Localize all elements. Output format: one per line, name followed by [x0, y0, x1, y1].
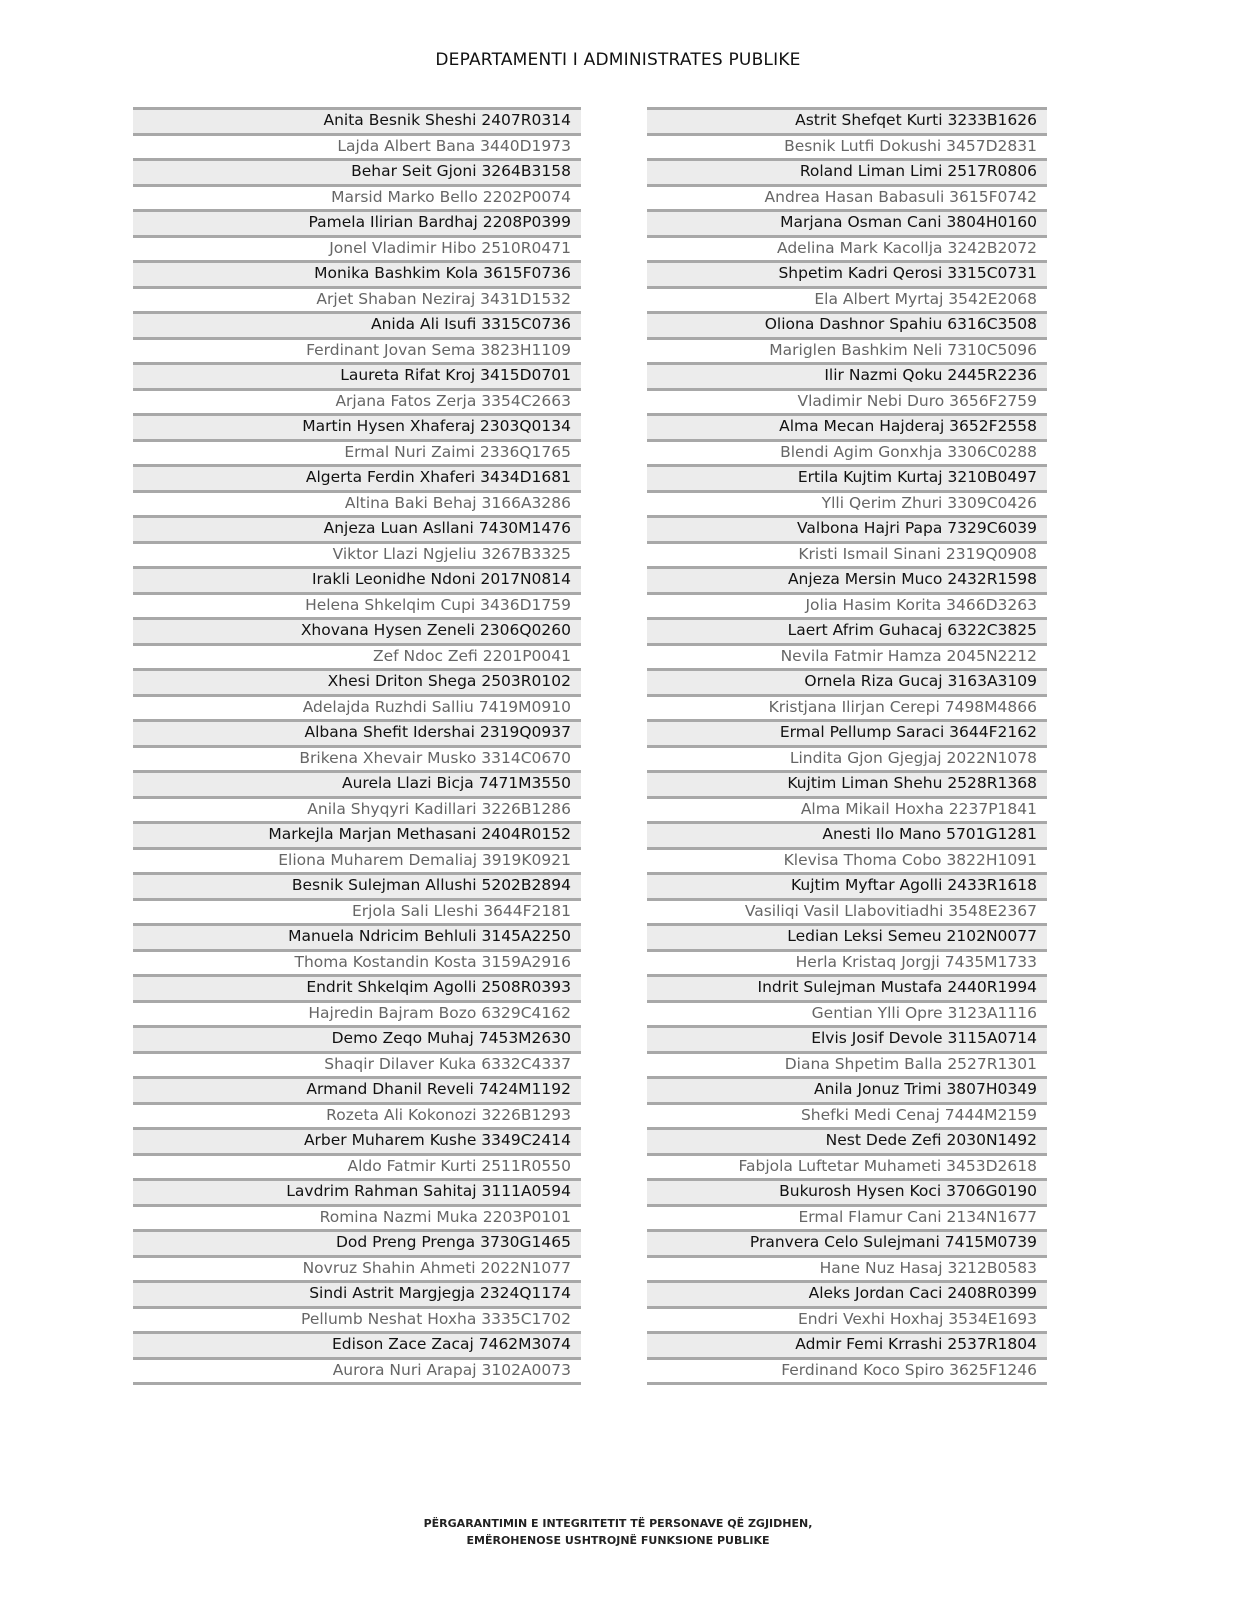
name-row: Klevisa Thoma Cobo 3822H1091	[647, 847, 1047, 873]
name-row: Nest Dede Zefi 2030N1492	[647, 1127, 1047, 1153]
name-row: Pamela Ilirian Bardhaj 2208P0399	[133, 209, 581, 235]
name-row: Lavdrim Rahman Sahitaj 3111A0594	[133, 1178, 581, 1204]
footer-line-1: PËRGARANTIMIN E INTEGRITETIT TË PERSONAVE QË ZGJIDHEN,	[423, 1517, 813, 1530]
name-row: Gentian Ylli Opre 3123A1116	[647, 1000, 1047, 1026]
name-row: Pellumb Neshat Hoxha 3335C1702	[133, 1306, 581, 1332]
name-row: Indrit Sulejman Mustafa 2440R1994	[647, 974, 1047, 1000]
name-row: Viktor Llazi Ngjeliu 3267B3325	[133, 541, 581, 567]
name-row: Erjola Sali Lleshi 3644F2181	[133, 898, 581, 924]
name-row: Fabjola Luftetar Muhameti 3453D2618	[647, 1153, 1047, 1179]
name-row: Anjeza Luan Asllani 7430M1476	[133, 515, 581, 541]
name-row: Ferdinand Koco Spiro 3625F1246	[647, 1357, 1047, 1383]
name-row: Shaqir Dilaver Kuka 6332C4337	[133, 1051, 581, 1077]
name-row: Xhesi Driton Shega 2503R0102	[133, 668, 581, 694]
name-row: Laureta Rifat Kroj 3415D0701	[133, 362, 581, 388]
name-row: Ela Albert Myrtaj 3542E2068	[647, 286, 1047, 312]
name-row: Kujtim Myftar Agolli 2433R1618	[647, 872, 1047, 898]
name-row: Elvis Josif Devole 3115A0714	[647, 1025, 1047, 1051]
name-row: Thoma Kostandin Kosta 3159A2916	[133, 949, 581, 975]
left-name-column	[133, 107, 581, 1385]
name-row: Manuela Ndricim Behluli 3145A2250	[133, 923, 581, 949]
name-row: Anida Ali Isufi 3315C0736	[133, 311, 581, 337]
right-name-column	[647, 107, 1047, 1385]
name-row: Vladimir Nebi Duro 3656F2759	[647, 388, 1047, 414]
name-row: Algerta Ferdin Xhaferi 3434D1681	[133, 464, 581, 490]
name-row: Adelajda Ruzhdi Salliu 7419M0910	[133, 694, 581, 720]
name-row: Ertila Kujtim Kurtaj 3210B0497	[647, 464, 1047, 490]
name-row: Mariglen Bashkim Neli 7310C5096	[647, 337, 1047, 363]
name-row: Ornela Riza Gucaj 3163A3109	[647, 668, 1047, 694]
name-row: Hane Nuz Hasaj 3212B0583	[647, 1255, 1047, 1281]
name-row: Aldo Fatmir Kurti 2511R0550	[133, 1153, 581, 1179]
name-row: Bukurosh Hysen Koci 3706G0190	[647, 1178, 1047, 1204]
name-row: Arjet Shaban Neziraj 3431D1532	[133, 286, 581, 312]
name-row: Ermal Pellump Saraci 3644F2162	[647, 719, 1047, 745]
name-row: Besnik Lutfi Dokushi 3457D2831	[647, 133, 1047, 159]
name-row: Jonel Vladimir Hibo 2510R0471	[133, 235, 581, 261]
name-row: Hajredin Bajram Bozo 6329C4162	[133, 1000, 581, 1026]
name-row: Helena Shkelqim Cupi 3436D1759	[133, 592, 581, 618]
name-row: Eliona Muharem Demaliaj 3919K0921	[133, 847, 581, 873]
name-row: Marsid Marko Bello 2202P0074	[133, 184, 581, 210]
name-row: Shpetim Kadri Qerosi 3315C0731	[647, 260, 1047, 286]
name-row: Vasiliqi Vasil Llabovitiadhi 3548E2367	[647, 898, 1047, 924]
name-row: Alma Mikail Hoxha 2237P1841	[647, 796, 1047, 822]
name-row: Monika Bashkim Kola 3615F0736	[133, 260, 581, 286]
name-row: Ferdinant Jovan Sema 3823H1109	[133, 337, 581, 363]
name-row: Oliona Dashnor Spahiu 6316C3508	[647, 311, 1047, 337]
name-row: Shefki Medi Cenaj 7444M2159	[647, 1102, 1047, 1128]
name-row: Arjana Fatos Zerja 3354C2663	[133, 388, 581, 414]
name-row: Lajda Albert Bana 3440D1973	[133, 133, 581, 159]
name-row: Markejla Marjan Methasani 2404R0152	[133, 821, 581, 847]
name-row: Aurora Nuri Arapaj 3102A0073	[133, 1357, 581, 1383]
name-row: Novruz Shahin Ahmeti 2022N1077	[133, 1255, 581, 1281]
name-row: Adelina Mark Kacollja 3242B2072	[647, 235, 1047, 261]
name-row: Anesti Ilo Mano 5701G1281	[647, 821, 1047, 847]
name-row: Brikena Xhevair Musko 3314C0670	[133, 745, 581, 771]
name-row: Laert Afrim Guhacaj 6322C3825	[647, 617, 1047, 643]
name-row: Ermal Flamur Cani 2134N1677	[647, 1204, 1047, 1230]
name-row: Valbona Hajri Papa 7329C6039	[647, 515, 1047, 541]
name-row: Arber Muharem Kushe 3349C2414	[133, 1127, 581, 1153]
name-row: Demo Zeqo Muhaj 7453M2630	[133, 1025, 581, 1051]
column-bottom-rule	[647, 1382, 1047, 1385]
name-row: Behar Seit Gjoni 3264B3158	[133, 158, 581, 184]
name-row: Alma Mecan Hajderaj 3652F2558	[647, 413, 1047, 439]
name-row: Ilir Nazmi Qoku 2445R2236	[647, 362, 1047, 388]
name-row: Endri Vexhi Hoxhaj 3534E1693	[647, 1306, 1047, 1332]
name-row: Nevila Fatmir Hamza 2045N2212	[647, 643, 1047, 669]
name-row: Ylli Qerim Zhuri 3309C0426	[647, 490, 1047, 516]
name-row: Ermal Nuri Zaimi 2336Q1765	[133, 439, 581, 465]
name-row: Irakli Leonidhe Ndoni 2017N0814	[133, 566, 581, 592]
name-row: Kristjana Ilirjan Cerepi 7498M4866	[647, 694, 1047, 720]
column-bottom-rule	[133, 1382, 581, 1385]
name-row: Blendi Agim Gonxhja 3306C0288	[647, 439, 1047, 465]
name-row: Martin Hysen Xhaferaj 2303Q0134	[133, 413, 581, 439]
name-row: Anjeza Mersin Muco 2432R1598	[647, 566, 1047, 592]
name-row: Kristi Ismail Sinani 2319Q0908	[647, 541, 1047, 567]
name-row: Jolia Hasim Korita 3466D3263	[647, 592, 1047, 618]
name-row: Edison Zace Zacaj 7462M3074	[133, 1331, 581, 1357]
name-row: Anila Shyqyri Kadillari 3226B1286	[133, 796, 581, 822]
name-row: Endrit Shkelqim Agolli 2508R0393	[133, 974, 581, 1000]
name-row: Aleks Jordan Caci 2408R0399	[647, 1280, 1047, 1306]
name-row: Zef Ndoc Zefi 2201P0041	[133, 643, 581, 669]
footer-line-2: EMËROHENOSE USHTROJNË FUNKSIONE PUBLIKE	[466, 1534, 770, 1547]
name-row: Dod Preng Prenga 3730G1465	[133, 1229, 581, 1255]
name-row: Aurela Llazi Bicja 7471M3550	[133, 770, 581, 796]
name-row: Altina Baki Behaj 3166A3286	[133, 490, 581, 516]
name-row: Diana Shpetim Balla 2527R1301	[647, 1051, 1047, 1077]
name-row: Marjana Osman Cani 3804H0160	[647, 209, 1047, 235]
name-row: Admir Femi Krrashi 2537R1804	[647, 1331, 1047, 1357]
name-row: Herla Kristaq Jorgji 7435M1733	[647, 949, 1047, 975]
name-row: Roland Liman Limi 2517R0806	[647, 158, 1047, 184]
name-row: Albana Shefit Idershai 2319Q0937	[133, 719, 581, 745]
name-row: Sindi Astrit Margjegja 2324Q1174	[133, 1280, 581, 1306]
name-row: Armand Dhanil Reveli 7424M1192	[133, 1076, 581, 1102]
name-row: Lindita Gjon Gjegjaj 2022N1078	[647, 745, 1047, 771]
name-row: Xhovana Hysen Zeneli 2306Q0260	[133, 617, 581, 643]
name-row: Romina Nazmi Muka 2203P0101	[133, 1204, 581, 1230]
name-row: Rozeta Ali Kokonozi 3226B1293	[133, 1102, 581, 1128]
name-row: Besnik Sulejman Allushi 5202B2894	[133, 872, 581, 898]
name-row: Andrea Hasan Babasuli 3615F0742	[647, 184, 1047, 210]
name-row: Pranvera Celo Sulejmani 7415M0739	[647, 1229, 1047, 1255]
name-row: Anita Besnik Sheshi 2407R0314	[133, 107, 581, 133]
name-row: Kujtim Liman Shehu 2528R1368	[647, 770, 1047, 796]
page-title: DEPARTAMENTI I ADMINISTRATES PUBLIKE	[435, 50, 801, 70]
name-row: Ledian Leksi Semeu 2102N0077	[647, 923, 1047, 949]
footer	[0, 1515, 1236, 1549]
name-row: Anila Jonuz Trimi 3807H0349	[647, 1076, 1047, 1102]
name-row: Astrit Shefqet Kurti 3233B1626	[647, 107, 1047, 133]
